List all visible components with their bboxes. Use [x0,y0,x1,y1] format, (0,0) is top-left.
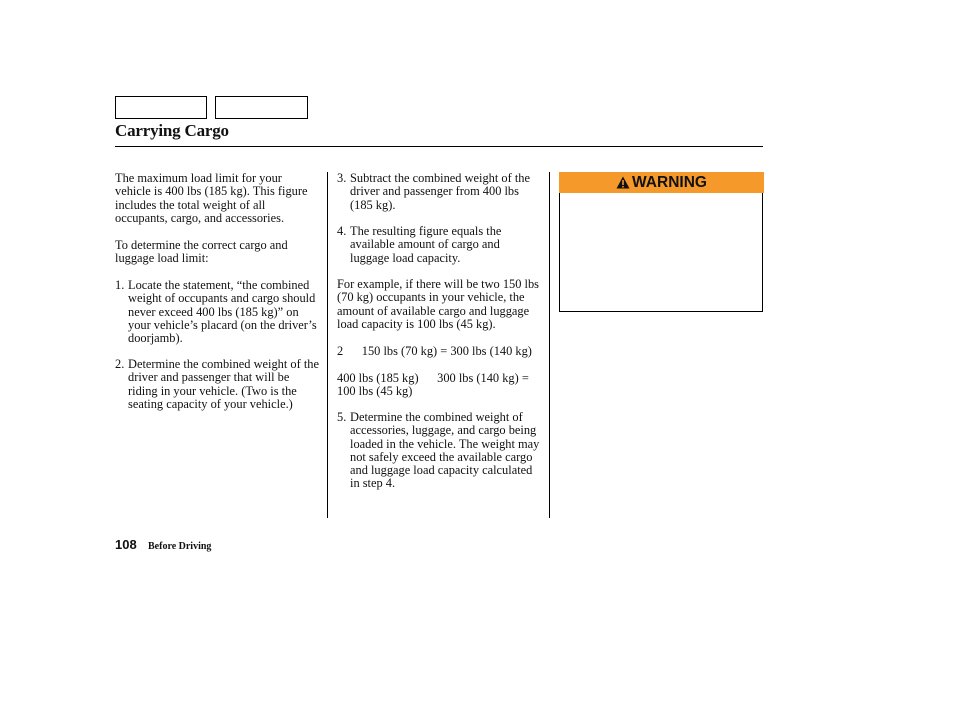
step-number: 4. [337,224,347,238]
example-paragraph: For example, if there will be two 150 lbs (70 kg) occupants in your vehicle, the amount of available cargo and luggage load capacity is 100 lbs (45 kg). [337,277,539,331]
step-number: 1. [115,278,125,292]
step-1 [115,279,320,345]
step-number: 3. [337,171,347,185]
step-number: 5. [337,410,347,424]
step-text: Locate the statement, “the combined weight of occupants and cargo should never exceed 400 lbs (185 kg)” on your vehicle’s placard (on the driver’s doorjamb). [128,278,317,346]
page-number: 108 [115,537,137,552]
step-5 [337,411,542,491]
step-text: Determine the combined weight of accessories, luggage, and cargo being loaded in the vehicle. The weight may not safely exceed the available cargo and luggage load capacity calculated in step 4. [350,410,540,491]
step-2 [115,358,320,411]
calculation-line-1: 2 150 lbs (70 kg) = 300 lbs (140 kg) [337,344,532,358]
nav-box-next[interactable] [215,96,308,119]
warning-header [559,172,764,193]
section-name: Before Driving [148,541,212,552]
column-divider [327,172,328,518]
determine-paragraph: To determine the correct cargo and luggage load limit: [115,238,288,266]
intro-paragraph: The maximum load limit for your vehicle is 400 lbs (185 kg). This figure includes the total weight of all occupants, cargo, and accessories. [115,171,308,225]
title-divider [115,146,763,147]
step-number: 2. [115,357,125,371]
step-3 [337,172,542,212]
nav-box-previous[interactable] [115,96,207,119]
step-text: The resulting figure equals the available amount of cargo and luggage load capacity. [350,224,502,265]
calculation-line-2: 400 lbs (185 kg) 300 lbs (140 kg) = 100 lbs (45 kg) [337,371,532,399]
warning-body [559,193,763,312]
step-4 [337,225,542,265]
step-text: Determine the combined weight of the driver and passenger that will be riding in your vehicle. (Two is the seating capacity of your vehicle.) [128,357,319,411]
warning-label: WARNING [632,173,707,191]
warning-triangle-icon [616,176,630,189]
page-title: Carrying Cargo [115,121,229,140]
step-text: Subtract the combined weight of the driver and passenger from 400 lbs (185 kg). [350,171,530,212]
column-divider [549,172,550,518]
